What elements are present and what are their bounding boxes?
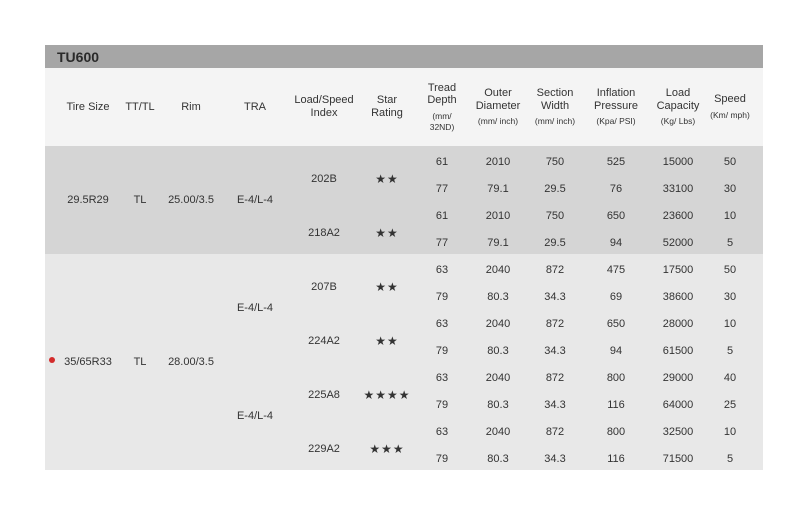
section-width-cell: 872 — [545, 317, 565, 330]
speed-cell: 50 — [723, 263, 737, 276]
inflation-pressure-cell: 94 — [609, 236, 623, 249]
tire-size-cell: 35/65R33 — [64, 356, 112, 368]
inflation-pressure-cell: 475 — [606, 263, 626, 276]
header-unit: (Kg/ Lbs) — [660, 116, 696, 127]
header-tire-size — [48, 68, 128, 146]
inflation-pressure-cell: 800 — [606, 425, 626, 438]
section-width-cell: 872 — [545, 425, 565, 438]
tread-depth-cell: 61 — [435, 209, 449, 222]
load-capacity-cell: 17500 — [662, 263, 694, 276]
section-width-cell: 872 — [545, 371, 565, 384]
star-rating-cell: ★★ — [375, 226, 399, 240]
speed-cell: 30 — [723, 182, 737, 195]
load-speed-index-cell: 229A2 — [308, 443, 340, 455]
tread-depth-cell: 61 — [435, 155, 449, 168]
load-capacity-cell: 64000 — [662, 398, 694, 411]
star-rating-cell: ★★ — [375, 280, 399, 294]
outer-diameter-cell: 2040 — [485, 425, 511, 438]
highlight-dot — [49, 357, 55, 363]
header-unit: (Kpa/ PSI) — [596, 116, 636, 127]
inflation-pressure-cell: 800 — [606, 371, 626, 384]
section-width-cell: 34.3 — [544, 290, 566, 303]
tread-depth-cell: 77 — [435, 236, 449, 249]
speed-cell: 25 — [723, 398, 737, 411]
section-width-cell: 34.3 — [544, 398, 566, 411]
outer-diameter-cell: 80.3 — [487, 398, 509, 411]
header-label: Tire Size — [66, 100, 110, 113]
header-label: Section Width — [536, 87, 574, 112]
tread-depth-cell: 63 — [435, 317, 449, 330]
speed-cell: 10 — [723, 209, 737, 222]
speed-cell: 40 — [723, 371, 737, 384]
header-label: Inflation Pressure — [593, 87, 639, 112]
header-label: Rim — [181, 100, 201, 113]
rim-cell: 28.00/3.5 — [168, 356, 214, 368]
inflation-pressure-cell: 116 — [607, 452, 625, 465]
speed-cell: 5 — [726, 452, 734, 465]
header-unit: (mm/ inch) — [477, 116, 519, 127]
header-label: Speed — [714, 93, 746, 106]
tra-cell: E-4/L-4 — [236, 194, 274, 206]
load-speed-index-cell: 218A2 — [308, 227, 340, 239]
section-width-cell: 872 — [545, 263, 565, 276]
speed-cell: 5 — [726, 344, 734, 357]
speed-cell: 10 — [723, 425, 737, 438]
load-capacity-cell: 15000 — [662, 155, 694, 168]
header-tra — [220, 68, 290, 146]
load-capacity-cell: 52000 — [662, 236, 694, 249]
speed-cell: 10 — [723, 317, 737, 330]
section-width-cell: 750 — [545, 155, 565, 168]
load-capacity-cell: 38600 — [662, 290, 694, 303]
header-label: Tread Depth — [427, 81, 457, 107]
star-rating-cell: ★★★★ — [363, 388, 411, 402]
size-group-29-5r29 — [45, 146, 763, 254]
load-speed-index-cell: 207B — [311, 281, 337, 293]
load-capacity-cell: 32500 — [662, 425, 694, 438]
speed-cell: 50 — [723, 155, 737, 168]
outer-diameter-cell: 2040 — [485, 263, 511, 276]
tread-depth-cell: 63 — [435, 425, 449, 438]
tt-tl-cell: TL — [133, 356, 147, 368]
header-unit: (mm/ inch) — [534, 116, 576, 127]
model-title: TU600 — [57, 48, 100, 65]
star-rating-cell: ★★ — [375, 334, 399, 348]
tire-size-cell: 29.5R29 — [67, 194, 109, 206]
header-speed — [707, 68, 753, 146]
section-width-cell: 750 — [545, 209, 565, 222]
load-capacity-cell: 28000 — [662, 317, 694, 330]
header-unit: (Km/ mph) — [710, 110, 750, 120]
outer-diameter-cell: 2010 — [485, 155, 511, 168]
section-width-cell: 34.3 — [544, 452, 566, 465]
header-rim — [156, 68, 226, 146]
header-label: Outer Diameter — [475, 87, 521, 112]
header-label: Star Rating — [371, 94, 403, 119]
inflation-pressure-cell: 69 — [609, 290, 623, 303]
header-star-rating — [362, 68, 412, 146]
header-tread-depth — [420, 68, 464, 146]
outer-diameter-cell: 2010 — [485, 209, 511, 222]
tire-spec-table — [45, 45, 763, 470]
inflation-pressure-cell: 525 — [606, 155, 626, 168]
header-label: Load Capacity — [656, 87, 700, 112]
load-speed-index-cell: 225A8 — [308, 389, 340, 401]
table-title-bar — [45, 45, 763, 68]
tread-depth-cell: 79 — [435, 452, 449, 465]
star-rating-cell: ★★★ — [369, 442, 405, 456]
speed-cell: 5 — [726, 236, 734, 249]
inflation-pressure-cell: 650 — [606, 317, 626, 330]
header-unit: (mm/ 32ND) — [429, 111, 455, 132]
inflation-pressure-cell: 650 — [606, 209, 626, 222]
outer-diameter-cell: 80.3 — [487, 290, 509, 303]
load-speed-index-cell: 224A2 — [308, 335, 340, 347]
outer-diameter-cell: 2040 — [485, 317, 511, 330]
header-label: TRA — [244, 100, 266, 113]
header-outer-diameter — [469, 68, 527, 146]
outer-diameter-cell: 79.1 — [487, 182, 509, 195]
outer-diameter-cell: 2040 — [485, 371, 511, 384]
section-width-cell: 29.5 — [544, 182, 566, 195]
header-load-speed-index — [289, 68, 359, 146]
tread-depth-cell: 63 — [435, 371, 449, 384]
load-speed-index-cell: 202B — [311, 173, 337, 185]
tread-depth-cell: 79 — [435, 344, 449, 357]
load-capacity-cell: 29000 — [662, 371, 694, 384]
tt-tl-cell: TL — [133, 194, 147, 206]
star-rating-cell: ★★ — [375, 172, 399, 186]
load-capacity-cell: 61500 — [662, 344, 694, 357]
outer-diameter-cell: 80.3 — [487, 452, 509, 465]
outer-diameter-cell: 79.1 — [487, 236, 509, 249]
rim-cell: 25.00/3.5 — [168, 194, 214, 206]
header-tt-tl — [120, 68, 160, 146]
inflation-pressure-cell: 76 — [609, 182, 623, 195]
tread-depth-cell: 77 — [435, 182, 449, 195]
header-section-width — [530, 68, 580, 146]
section-width-cell: 34.3 — [544, 344, 566, 357]
section-width-cell: 29.5 — [544, 236, 566, 249]
outer-diameter-cell: 80.3 — [487, 344, 509, 357]
table-header — [45, 68, 763, 146]
load-capacity-cell: 71500 — [662, 452, 694, 465]
tread-depth-cell: 63 — [435, 263, 449, 276]
inflation-pressure-cell: 116 — [607, 398, 625, 411]
tread-depth-cell: 79 — [435, 398, 449, 411]
tread-depth-cell: 79 — [435, 290, 449, 303]
header-label: TT/TL — [125, 100, 155, 113]
header-load-capacity — [650, 68, 706, 146]
header-inflation-pressure — [586, 68, 646, 146]
load-capacity-cell: 33100 — [662, 182, 694, 195]
header-label: Load/Speed Index — [294, 94, 354, 119]
tra-cell: E-4/L-4 — [236, 410, 274, 422]
tra-cell: E-4/L-4 — [236, 302, 274, 314]
load-capacity-cell: 23600 — [662, 209, 694, 222]
inflation-pressure-cell: 94 — [609, 344, 623, 357]
speed-cell: 30 — [723, 290, 737, 303]
size-group-35-65r33 — [45, 254, 763, 470]
